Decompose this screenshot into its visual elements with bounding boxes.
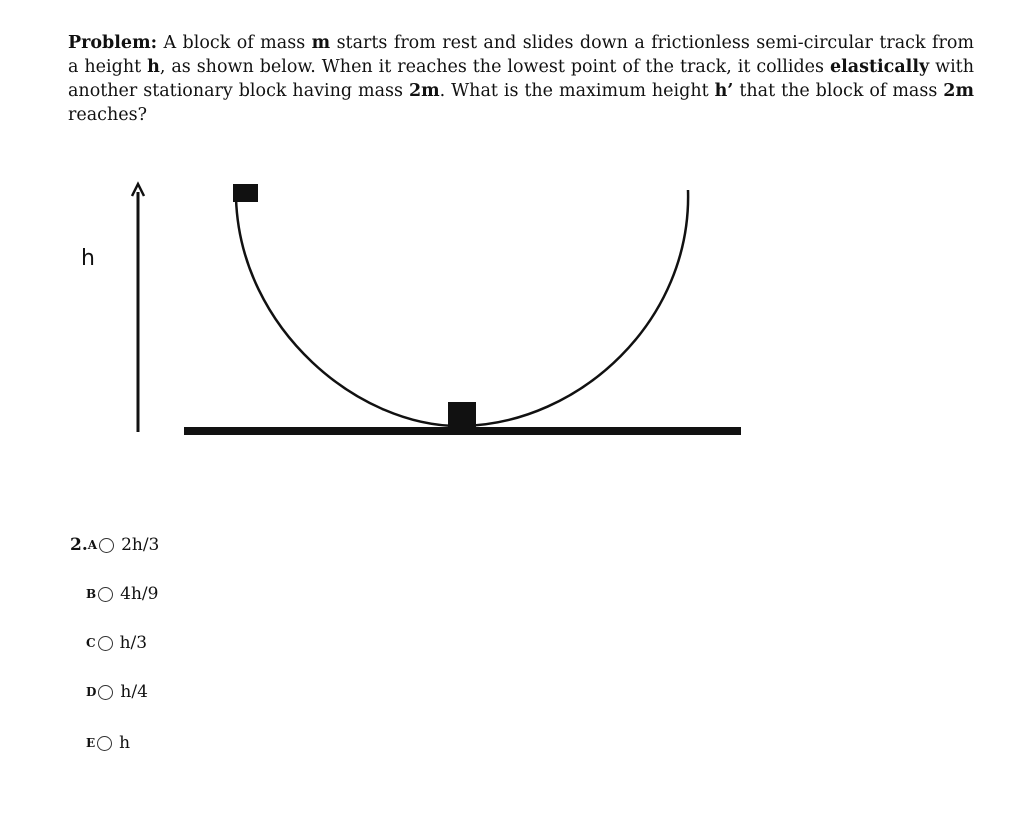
choice-letter: A (87, 538, 98, 552)
choice-letter: E (86, 736, 96, 750)
question-number: 2. (70, 535, 88, 555)
choice-letter: C (86, 636, 96, 650)
problem-text: , as shown below. When it reaches the lowest point of the track, it collides (159, 57, 830, 77)
choice-text: 2h/3 (121, 535, 160, 555)
choice-letter: B (86, 587, 97, 601)
problem-text: reaches? (68, 105, 147, 125)
problem-text: . What is the maximum height (439, 81, 715, 101)
radio-button-icon[interactable] (99, 538, 114, 553)
semicircular-track (236, 190, 688, 426)
elastically-term: elastically (829, 57, 930, 77)
height-label: h (81, 246, 95, 271)
choice-letter: D (86, 685, 97, 699)
height-symbol: h (147, 57, 160, 77)
radio-button-icon[interactable] (98, 636, 113, 651)
problem-text: A block of mass (157, 33, 312, 53)
mass-2m-symbol: 2m (408, 81, 440, 101)
problem-text: with another stationary block having mass (68, 57, 974, 101)
choice-text: 4h/9 (120, 584, 159, 604)
radio-button-icon[interactable] (97, 736, 112, 751)
height-prime-symbol: h’ (714, 81, 734, 101)
choice-d[interactable] (86, 682, 148, 702)
mass-symbol: m (311, 33, 331, 53)
choice-b[interactable] (86, 584, 158, 604)
choice-text: h/3 (119, 633, 148, 653)
block-mass-m (233, 184, 258, 202)
block-mass-2m (448, 402, 476, 427)
radio-button-icon[interactable] (98, 587, 113, 602)
ground-line (184, 427, 741, 435)
problem-text: that the block of mass (733, 81, 944, 101)
choice-text: h/4 (120, 682, 148, 702)
radio-button-icon[interactable] (98, 685, 113, 700)
choice-a[interactable] (70, 535, 159, 555)
choice-c[interactable] (86, 633, 147, 653)
choice-text: h (119, 733, 131, 753)
problem-text: starts from rest and slides down a frictionless semi-circular track from a height (68, 33, 974, 77)
choice-e[interactable] (86, 733, 130, 753)
mass-2m-symbol: 2m (943, 81, 974, 101)
problem-label: Problem: (68, 33, 158, 53)
